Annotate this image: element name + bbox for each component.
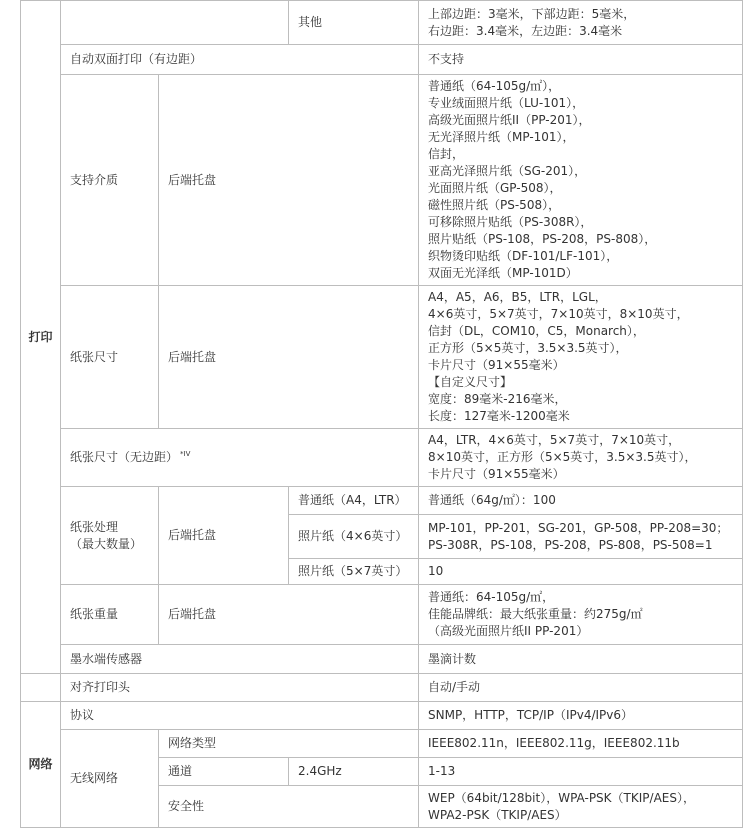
- value-line: 双面无光泽纸（MP-101D）: [428, 266, 578, 280]
- value-line: 高级光面照片纸II（PP-201），: [428, 113, 591, 127]
- duplex-value: 不支持: [419, 45, 743, 75]
- head-align-value: 自动/手动: [419, 674, 743, 702]
- value-line: 光面照片纸（GP-508），: [428, 181, 562, 195]
- row-ink-sensor: [21, 645, 743, 674]
- value-line: 磁性照片纸（PS-508），: [428, 198, 561, 212]
- value-line: WPA2-PSK（TKIP/AES）: [428, 807, 567, 822]
- wireless-channel-label: 通道: [159, 758, 289, 786]
- margins-empty: [61, 1, 289, 45]
- value-line: 照片贴纸（PS-108，PS-208，PS-808），: [428, 232, 657, 246]
- value-line: 普通纸（64-105g/㎡），: [428, 79, 561, 93]
- value-line: 信封（DL，COM10，C5，Monarch），: [428, 324, 645, 338]
- capacity-value: 普通纸（64g/㎡）：100: [419, 487, 743, 515]
- head-align-label: 对齐打印头: [61, 674, 419, 702]
- capacity-label-line: （最大数量）: [70, 536, 143, 551]
- weight-label: 纸张重量: [61, 585, 159, 645]
- wireless-type-label: 网络类型: [159, 730, 419, 758]
- wireless-security-label: 安全性: [159, 786, 419, 828]
- wireless-channel-value: 1-13: [419, 758, 743, 786]
- row-duplex: [21, 45, 743, 75]
- row-protocol: [21, 702, 743, 730]
- value-line: PS-308R，PS-108，PS-208，PS-808，PS-508=1: [428, 537, 713, 552]
- row-weight: [21, 585, 743, 645]
- capacity-label-line: 纸张处理: [70, 519, 119, 534]
- borderless-size-label: [61, 429, 419, 487]
- wireless-security-value: [419, 786, 743, 828]
- margins-value: [419, 1, 743, 45]
- row-media: [21, 75, 743, 286]
- value-line: 可移除照片贴纸（PS-308R），: [428, 215, 593, 229]
- spec-table: [20, 0, 743, 828]
- value-line: WEP（64bit/128bit），WPA-PSK（TKIP/AES），: [428, 790, 695, 805]
- value-line: A4，A5，A6，B5，LTR，LGL，: [428, 290, 607, 304]
- weight-value: [419, 585, 743, 645]
- wireless-channel-band: 2.4GHz: [289, 758, 419, 786]
- category-network: 网络: [21, 702, 61, 828]
- value-line: 卡片尺寸（91×55毫米）: [428, 467, 565, 481]
- category-print-cont: [21, 674, 61, 702]
- paper-size-value: [419, 286, 743, 429]
- capacity-source: 后端托盘: [159, 487, 289, 585]
- capacity-label: [61, 487, 159, 585]
- value-line: 正方形（5×5英寸，3.5×3.5英寸），: [428, 341, 628, 355]
- value-line: 上部边距：3毫米，下部边距：5毫米，: [428, 6, 636, 21]
- paper-size-label: 纸张尺寸: [61, 286, 159, 429]
- value-line: 8×10英寸，正方形（5×5英寸，3.5×3.5英寸），: [428, 450, 697, 464]
- value-line: 4×6英寸，5×7英寸，7×10英寸，8×10英寸，: [428, 307, 689, 321]
- value-line: （高级光面照片纸II PP-201）: [428, 624, 589, 638]
- capacity-value: 10: [419, 559, 743, 585]
- row-wireless-type: [21, 730, 743, 758]
- media-source: 后端托盘: [159, 75, 419, 286]
- footnote-mark: *IV: [180, 450, 191, 458]
- value-line: 专业绒面照片纸（LU-101），: [428, 96, 585, 110]
- value-line: 普通纸：64-105g/㎡，: [428, 590, 555, 604]
- value-line: 卡片尺寸（91×55毫米）: [428, 358, 565, 372]
- ink-sensor-label: 墨水端传感器: [61, 645, 419, 674]
- capacity-value: [419, 515, 743, 559]
- value-line: 长度：127毫米-1200毫米: [428, 409, 570, 423]
- value-line: 宽度：89毫米-216毫米，: [428, 392, 567, 406]
- protocol-value: SNMP，HTTP，TCP/IP（IPv4/IPv6）: [419, 702, 743, 730]
- weight-source: 后端托盘: [159, 585, 419, 645]
- value-line: 【自定义尺寸】: [428, 375, 513, 389]
- media-value: [419, 75, 743, 286]
- media-label: 支持介质: [61, 75, 159, 286]
- row-margins: [21, 1, 743, 45]
- duplex-label: 自动双面打印（有边距）: [61, 45, 419, 75]
- row-borderless-size: [21, 429, 743, 487]
- category-print: 打印: [21, 1, 61, 674]
- value-line: MP-101，PP-201，SG-201，GP-508，PP-208=30；: [428, 520, 729, 535]
- capacity-type: 照片纸（5×7英寸）: [289, 559, 419, 585]
- margins-label: 其他: [289, 1, 419, 45]
- row-head-align: [21, 674, 743, 702]
- borderless-size-label-text: 纸张尺寸（无边距）: [70, 450, 179, 464]
- value-line: 亚高光泽照片纸（SG-201），: [428, 164, 587, 178]
- capacity-type: 普通纸（A4，LTR）: [289, 487, 419, 515]
- protocol-label: 协议: [61, 702, 419, 730]
- ink-sensor-value: 墨滴计数: [419, 645, 743, 674]
- borderless-size-value: [419, 429, 743, 487]
- wireless-type-value: IEEE802.11n，IEEE802.11g，IEEE802.11b: [419, 730, 743, 758]
- value-line: 无光泽照片纸（MP-101），: [428, 130, 575, 144]
- row-capacity-plain: [21, 487, 743, 515]
- value-line: 织物烫印贴纸（DF-101/LF-101），: [428, 249, 619, 263]
- paper-size-source: 后端托盘: [159, 286, 419, 429]
- row-paper-size: [21, 286, 743, 429]
- value-line: 右边距：3.4毫米，左边距：3.4毫米: [428, 23, 623, 38]
- value-line: 信封，: [428, 147, 465, 161]
- wireless-label: 无线网络: [61, 730, 159, 828]
- value-line: 佳能品牌纸：最大纸张重量：约275g/㎡: [428, 607, 643, 621]
- value-line: A4，LTR，4×6英寸，5×7英寸，7×10英寸，: [428, 433, 681, 447]
- capacity-type: 照片纸（4×6英寸）: [289, 515, 419, 559]
